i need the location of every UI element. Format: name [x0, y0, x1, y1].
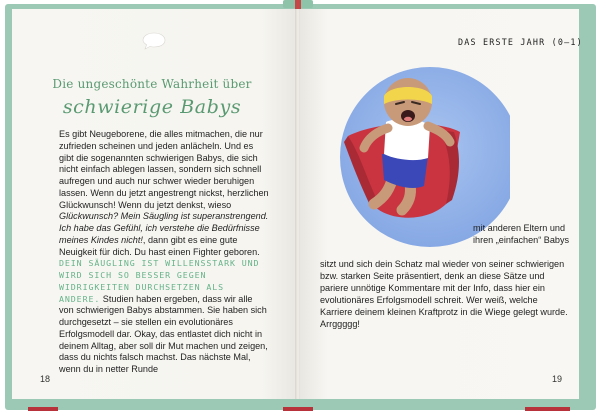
running-head: DAS ERSTE JAHR (0–1)	[458, 37, 583, 47]
page-edge-marker-center	[283, 407, 313, 411]
chapter-title-line1: Die ungeschönte Wahrheit über	[52, 77, 252, 91]
page-number-left: 18	[40, 374, 51, 384]
body-paragraph-3: Studien haben ergeben, dass wir alle von schwierigen Babys abstammen. Sie haben sich durchgesetzt – sie stellen ein evolutionäres Erfolgsmodell dar. Okay, das entlastet dich nicht in deinem Alltag, aber soll dir Mut machen und zeigen, dass du nichts falsch machst. Das nächste Mal, wenn du in netter Runde	[59, 293, 268, 374]
body-italic-quote: Glückwunsch? Mein Säugling ist superanstrengend. Ich habe das Gefühl, ich verstehe die Bedürfnisse meines Kindes nicht!	[59, 211, 269, 245]
body-highlight: DEIN SÄUGLING IST WILLENSSTARK UND WIRD SICH SO BESSER GEGEN WIDRIGKEITEN DURCHSETZEN ALS ANDERE.	[59, 258, 260, 304]
right-body-text: sitzt und sich dein Schatz mal wieder von seiner schwierigen bzw. starken Seite präsentiert, denk an diese Sätze und pariere unnötige Kommentare mit der Info, dass hier ein evolutionäres Erfolgsmodell schreit. Wer weiß, welche Karriere deinem kleinen Kraftprotz in die Wiege gelegt wurde. Arrggggg!	[320, 259, 568, 329]
left-body-text	[59, 129, 269, 376]
page-edge-marker-left	[28, 407, 58, 411]
page-edge-marker-right	[525, 407, 570, 411]
chapter-title-line2: schwierige Babys	[62, 96, 242, 118]
body-paragraph-1: Es gibt Neugeborene, die alles mitmachen, die nur zufrieden scheinen und jeden anlächeln. Und es gibt die sogenannten schwierigen Babys, die sich nicht einfach ablegen lassen, sondern sich schnell aufregen und auch nur schwer wieder beruhigen lassen. Wenn du jetzt angestrengt nickst, herzlichen Glückwunsch! Wenn du jetzt denkst, wieso	[59, 129, 269, 210]
body-paragraph-2: , dann gibt es eine gute Neuigkeit für dich. Du hast einen Fighter geboren.	[59, 234, 260, 257]
page-number-right: 19	[552, 374, 563, 384]
right-text-beside-image: mit anderen Eltern und ihren „einfachen“ Babys	[473, 223, 570, 245]
speech-bubble-icon	[142, 32, 166, 50]
